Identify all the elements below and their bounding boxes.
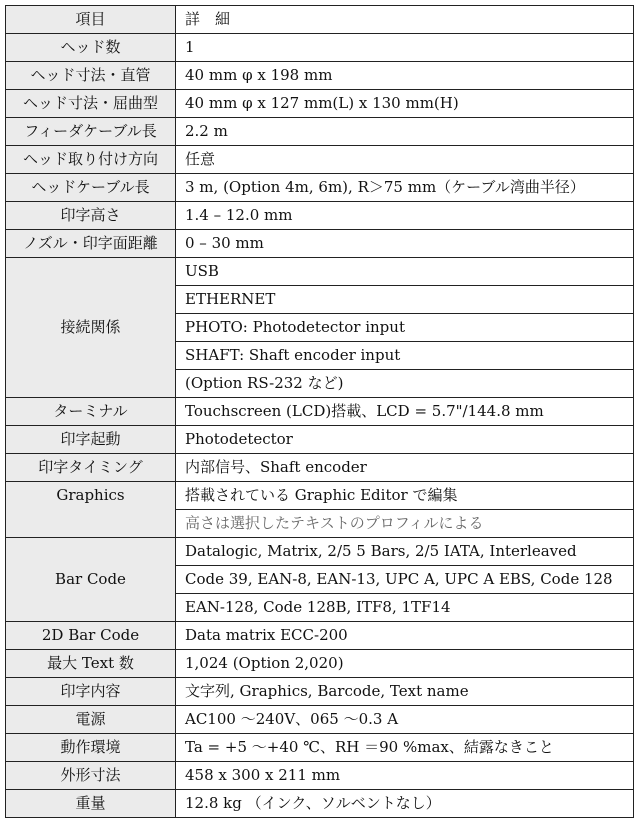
spec-table — [5, 5, 634, 818]
row-nozzle-distance — [6, 230, 634, 258]
row-label: 印字タイミング — [6, 454, 176, 482]
header-detail: 詳 細 — [176, 6, 634, 34]
row-label-graphics: Graphics — [6, 482, 176, 538]
row-value: 1.4 – 12.0 mm — [176, 202, 634, 230]
row-label: ヘッド取り付け方向 — [6, 146, 176, 174]
row-label: 重量 — [6, 790, 176, 818]
row-label: 外形寸法 — [6, 762, 176, 790]
row-label: 最大 Text 数 — [6, 650, 176, 678]
row-head-count — [6, 34, 634, 62]
row-value: AC100 ～240V、065 ～0.3 A — [176, 706, 634, 734]
row-2d-barcode — [6, 622, 634, 650]
row-value: SHAFT: Shaft encoder input — [176, 342, 634, 370]
row-value: (Option RS-232 など) — [176, 370, 634, 398]
row-value: 12.8 kg （インク、ソルベントなし） — [176, 790, 634, 818]
row-value: ETHERNET — [176, 286, 634, 314]
row-value: Datalogic, Matrix, 2/5 5 Bars, 2/5 IATA, Interleaved — [176, 538, 634, 566]
table-header-row — [6, 6, 634, 34]
row-value: 任意 — [176, 146, 634, 174]
row-label-connection: 接続関係 — [6, 258, 176, 398]
row-print-content — [6, 678, 634, 706]
row-head-size-straight — [6, 62, 634, 90]
row-label-barcode: Bar Code — [6, 538, 176, 622]
row-weight — [6, 790, 634, 818]
row-value: 40 mm φ x 127 mm(L) x 130 mm(H) — [176, 90, 634, 118]
row-max-text — [6, 650, 634, 678]
header-item: 項目 — [6, 6, 176, 34]
row-print-height — [6, 202, 634, 230]
row-label: 動作環境 — [6, 734, 176, 762]
row-label: フィーダケーブル長 — [6, 118, 176, 146]
row-label: 2D Bar Code — [6, 622, 176, 650]
row-value: 文字列, Graphics, Barcode, Text name — [176, 678, 634, 706]
row-head-mount — [6, 146, 634, 174]
row-power — [6, 706, 634, 734]
row-print-start — [6, 426, 634, 454]
row-value: 内部信号、Shaft encoder — [176, 454, 634, 482]
row-graphics — [6, 482, 634, 510]
row-label: ターミナル — [6, 398, 176, 426]
row-value: 3 m, (Option 4m, 6m), R＞75 mm（ケーブル湾曲半径） — [176, 174, 634, 202]
row-label: 印字内容 — [6, 678, 176, 706]
row-value: Ta = +5 ～+40 ℃、RH ＝90 %max、結露なきこと — [176, 734, 634, 762]
row-environment — [6, 734, 634, 762]
row-value: 1,024 (Option 2,020) — [176, 650, 634, 678]
row-value: EAN-128, Code 128B, ITF8, 1TF14 — [176, 594, 634, 622]
row-label: ヘッド寸法・屈曲型 — [6, 90, 176, 118]
row-head-size-bent — [6, 90, 634, 118]
row-label: 印字高さ — [6, 202, 176, 230]
row-label: ヘッドケーブル長 — [6, 174, 176, 202]
row-value: 搭載されている Graphic Editor で編集 — [176, 482, 634, 510]
row-value: 高さは選択したテキストのプロフィルによる — [176, 510, 634, 538]
row-value: Code 39, EAN-8, EAN-13, UPC A, UPC A EBS, Code 128 — [176, 566, 634, 594]
row-barcode — [6, 538, 634, 566]
row-connection — [6, 258, 634, 286]
row-feeder-cable — [6, 118, 634, 146]
row-label: ノズル・印字面距離 — [6, 230, 176, 258]
row-head-cable — [6, 174, 634, 202]
row-terminal — [6, 398, 634, 426]
row-value: PHOTO: Photodetector input — [176, 314, 634, 342]
row-label: 印字起動 — [6, 426, 176, 454]
row-print-timing — [6, 454, 634, 482]
row-value: 1 — [176, 34, 634, 62]
row-value: 0 – 30 mm — [176, 230, 634, 258]
row-value: Photodetector — [176, 426, 634, 454]
row-label: ヘッド寸法・直管 — [6, 62, 176, 90]
row-value: 458 x 300 x 211 mm — [176, 762, 634, 790]
row-dimensions — [6, 762, 634, 790]
row-value: USB — [176, 258, 634, 286]
row-value: 40 mm φ x 198 mm — [176, 62, 634, 90]
row-label: 電源 — [6, 706, 176, 734]
row-value: Data matrix ECC-200 — [176, 622, 634, 650]
row-value: 2.2 m — [176, 118, 634, 146]
row-label: ヘッド数 — [6, 34, 176, 62]
row-value: Touchscreen (LCD)搭載、LCD = 5.7"/144.8 mm — [176, 398, 634, 426]
